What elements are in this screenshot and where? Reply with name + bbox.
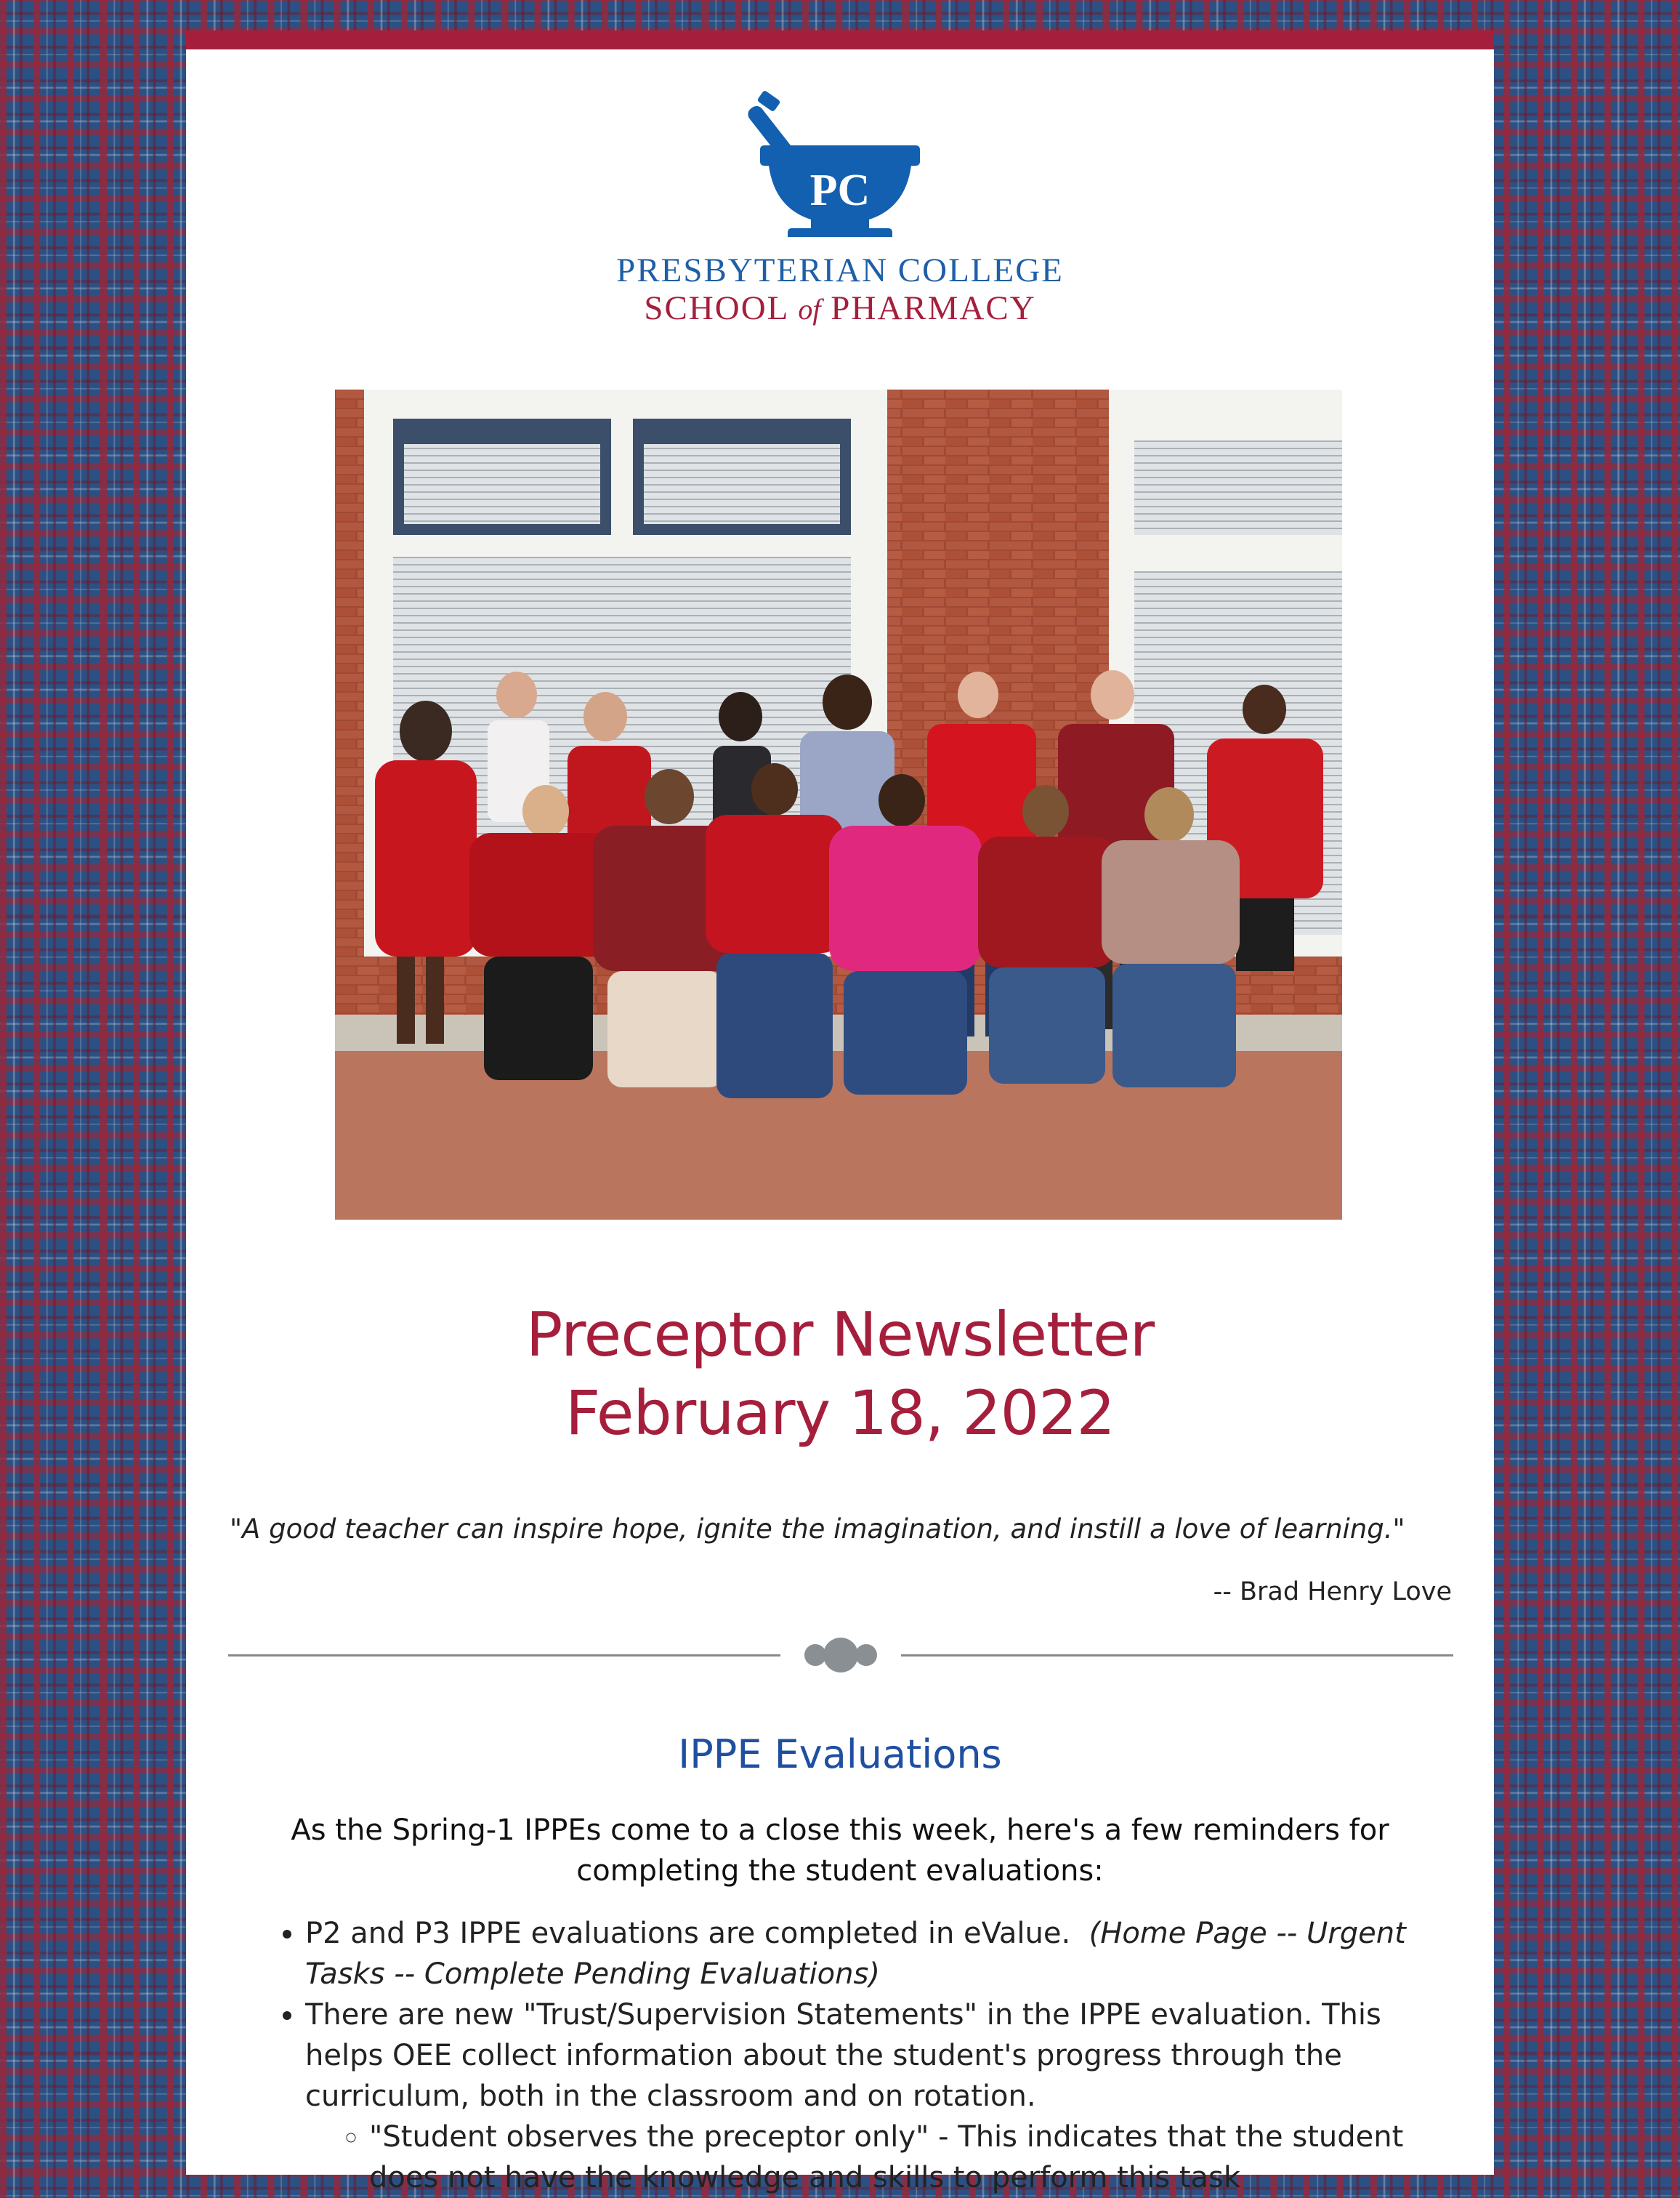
divider-line-left — [228, 1654, 780, 1656]
divider-dots-icon — [804, 1637, 877, 1673]
newsletter-title — [186, 1295, 1494, 1452]
top-accent-bar — [186, 31, 1494, 49]
logo-school-name: SCHOOL of PHARMACY — [644, 289, 1036, 327]
navigation-path: (Home Page -- Urgent Tasks -- Complete Pending Evaluations) — [305, 1917, 1406, 1991]
title-line-1: Preceptor Newsletter — [525, 1299, 1155, 1370]
logo-college-name: PRESBYTERIAN COLLEGE — [616, 251, 1064, 289]
school-logo — [186, 92, 1494, 329]
reminder-list — [269, 1913, 1468, 2198]
sub-list — [305, 2117, 1468, 2198]
group-photo — [335, 390, 1342, 1220]
sub-list-item: ◦ "Student observes the preceptor only" - This indicates that the student does not have the knowledge and skills to perform this task — [369, 2117, 1468, 2198]
divider-line-right — [901, 1654, 1453, 1656]
section-divider — [228, 1637, 1453, 1673]
list-item: • There are new "Trust/Supervision Statements" in the IPPE evaluation. This helps OEE collect information about the student's progress through the curriculum, both in the classroom and on rotation. ◦ "Student observes the preceptor only" - This indicates that the student does not have the knowledge and skills to perform this task — [305, 1994, 1468, 2198]
svg-text:PC: PC — [809, 166, 871, 215]
quote-text: "A good teacher can inspire hope, ignite the imagination, and instill a love of learning." — [230, 1513, 1405, 1545]
mortar-pestle-icon — [746, 92, 934, 244]
section-heading: IPPE Evaluations — [678, 1731, 1002, 1777]
section-intro: As the Spring-1 IPPEs come to a close this week, here's a few reminders for completing the student evaluations: — [291, 1813, 1389, 1888]
title-date: February 18, 2022 — [565, 1377, 1115, 1449]
list-item: • P2 and P3 IPPE evaluations are completed in eValue. (Home Page -- Urgent Tasks -- Complete Pending Evaluations) — [305, 1913, 1468, 1994]
group-photo-illustration — [335, 390, 1342, 1220]
newsletter-page — [186, 31, 1494, 2194]
quote-attribution: -- Brad Henry Love — [1213, 1577, 1452, 1606]
